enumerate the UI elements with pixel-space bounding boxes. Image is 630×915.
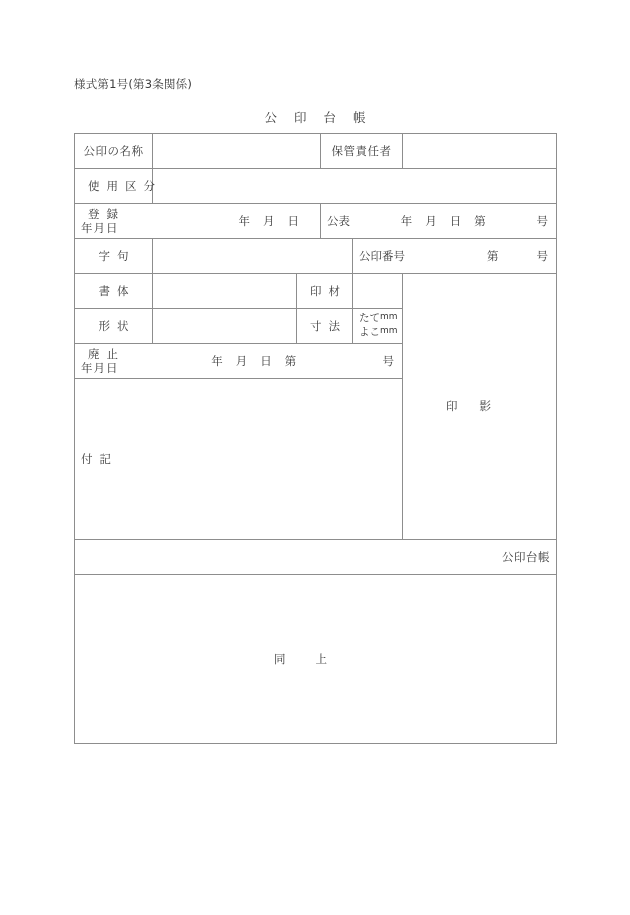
label-registration-date: 登録 年月日 [81, 206, 125, 235]
label-seal-name: 公印の名称 [75, 134, 153, 169]
field-abolition-date[interactable] [75, 344, 403, 379]
table-row-same-as-above [75, 575, 557, 744]
label-size-height: たて [359, 312, 381, 325]
table-row-seal-name [75, 134, 557, 169]
field-shape[interactable] [153, 309, 297, 344]
label-size-width: よこ [359, 326, 381, 338]
table-row-registration [75, 204, 557, 239]
label-size: 寸法 [297, 309, 353, 344]
label-typeface: 書体 [75, 274, 153, 309]
label-keeper: 保管責任者 [321, 134, 403, 169]
field-typeface[interactable] [153, 274, 297, 309]
label-seal-number: 公印番号 [359, 248, 406, 263]
seal-impression-cell[interactable] [403, 274, 557, 540]
label-shape: 形状 [75, 309, 153, 344]
seal-number-prefix: 第 [487, 248, 499, 263]
page-title: 公印台帳 [264, 110, 383, 125]
form-number: 様式第1号(第3条関係) [74, 77, 193, 91]
label-publication: 公表 [327, 213, 351, 228]
field-keeper[interactable] [403, 134, 557, 169]
table-row-usage [75, 169, 557, 204]
abolition-date-run: 年月日第 [211, 353, 310, 368]
field-size[interactable] [353, 309, 403, 344]
label-seal-impression: 印影 [446, 399, 514, 414]
abolition-number-suffix: 号 [382, 353, 395, 368]
seal-number-suffix: 号 [536, 248, 549, 263]
field-same-as-above[interactable] [75, 575, 557, 744]
publication-date-run: 年月日第 [400, 213, 499, 228]
unit-size-height: mm [380, 312, 398, 323]
field-material[interactable] [353, 274, 403, 309]
table-row-typeface [75, 274, 557, 309]
label-phrase: 字句 [75, 239, 153, 274]
unit-size-width: mm [380, 326, 398, 336]
label-register-name: 公印台帳 [75, 540, 557, 575]
field-phrase[interactable] [153, 239, 353, 274]
field-seal-name[interactable] [153, 134, 321, 169]
table-row-phrase [75, 239, 557, 274]
field-seal-number[interactable] [353, 239, 557, 274]
label-material: 印材 [297, 274, 353, 309]
field-usage[interactable] [153, 169, 557, 204]
field-note[interactable] [75, 379, 403, 540]
field-publication[interactable] [321, 204, 557, 239]
publication-number-suffix: 号 [536, 213, 549, 228]
official-seal-register-table [74, 133, 557, 744]
registration-date-run: 年月日 [238, 213, 313, 228]
field-registration-date[interactable] [75, 204, 321, 239]
table-row-register-name [75, 540, 557, 575]
label-same-as-above: 同上 [274, 651, 358, 666]
label-usage: 使用区分 [75, 169, 153, 204]
label-note: 付記 [81, 451, 118, 466]
label-abolition-date: 廃止 年月日 [81, 346, 125, 375]
